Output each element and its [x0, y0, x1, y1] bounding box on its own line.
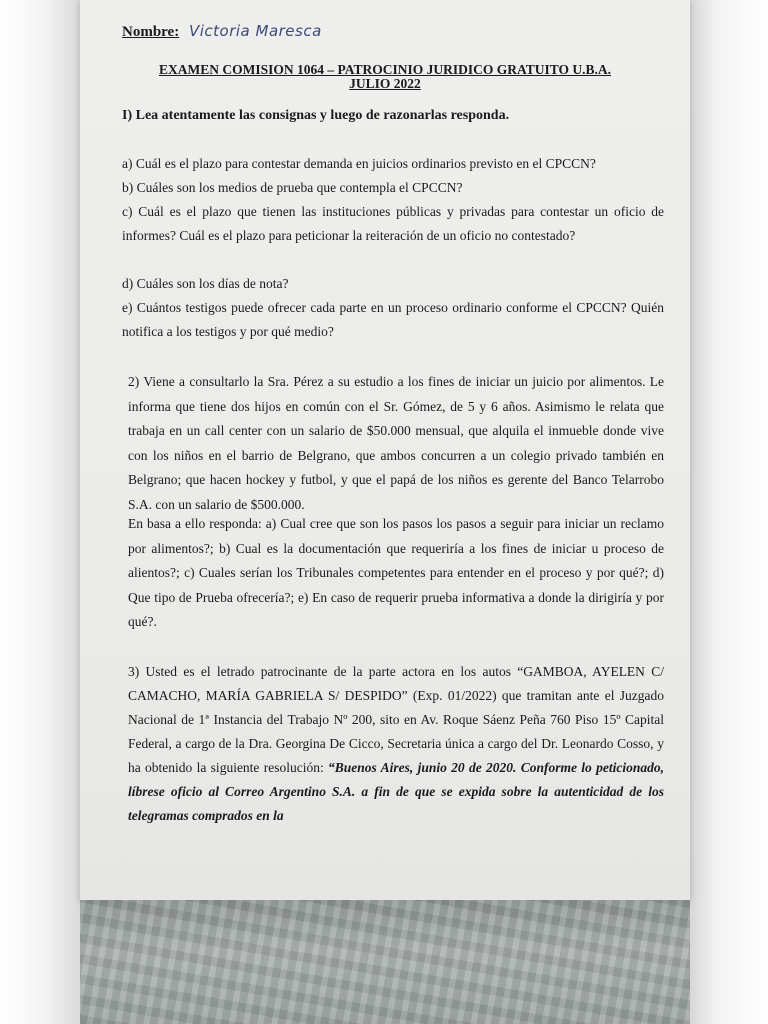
section-3-resolution: “Buenos Aires, junio 20 de 2020. Conforme lo peticionado, líbrese oficio al Correo Argentino S.A. a fin de que se expida sobre la autenticidad de los telegramas comprados en la	[128, 760, 664, 823]
background-left-edge	[0, 0, 80, 1024]
section-2-case-paragraph: 2) Viene a consultarlo la Sra. Pérez a su estudio a los fines de iniciar un juicio por alimentos. Le informa que tiene dos hijos en común con el Sr. Gómez, de 5 y 6 años. Asimismo le relata que trabaja en un call center con un salario de $50.000 mensual, que alquila el inmueble donde vive con los niños en el barrio de Belgrano, que ambos concurren a un colegio privado también en Belgrano; que hacen hockey y futbol, y que el papá de los niños es gerente del Banco Telarrobo S.A. con un salario de $500.000.	[128, 374, 664, 512]
exam-sheet	[80, 0, 690, 900]
exam-date: JULIO 2022	[349, 76, 421, 91]
background-right-edge	[690, 0, 768, 1024]
section-1-heading: I) Lea atentamente las consignas y luego de razonarlas responda.	[122, 108, 510, 123]
exam-title: EXAMEN COMISION 1064 – PATROCINIO JURIDICO GRATUITO U.B.A.	[158, 62, 612, 77]
question-1b: b) Cuáles son los medios de prueba que contempla el CPCCN?	[122, 180, 463, 195]
section-2-questions: En basa a ello responda: a) Cual cree que son los pasos los pasos a seguir para iniciar un reclamo por alimentos?; b) Cual es la documentación que requeriría a los fines de iniciar u proceso de alientos?; c) Cuales serían los Tribunales competentes para entender en el proceso y por qué?; d) Que tipo de Prueba ofrecería?; e) En caso de requerir prueba informativa a donde la dirigiría y por qué?.	[128, 516, 664, 629]
name-label: Nombre:	[122, 24, 180, 40]
name-row	[122, 22, 322, 41]
fabric-background	[80, 900, 690, 1024]
name-handwritten-value: Victoria Maresca	[188, 22, 322, 40]
section-3-intro: 3) Usted es el letrado patrocinante de la parte actora en los autos “GAMBOA, AYELEN C/ CAMACHO, MARÍA GABRIELA S/ DESPIDO” (Exp. 01/2022) que tramitan ante el Juzgado Nacional de 1ª Instancia del Trabajo Nº 200, sito en Av. Roque Sáenz Peña 760 Piso 15º Capital Federal, a cargo de la Dra. Georgina De Cicco, Secretaria única a cargo del Dr. Leonardo Cosso, y ha obtenido la siguiente resolución:	[128, 664, 664, 775]
section-3-paragraph	[128, 660, 664, 828]
question-1c: c) Cuál es el plazo que tienen las instituciones públicas y privadas para contestar un oficio de informes? Cuál es el plazo para peticionar la reiteración de un oficio no contestado?	[122, 204, 664, 243]
question-1d: d) Cuáles son los días de nota?	[122, 276, 289, 291]
question-1a: a) Cuál es el plazo para contestar demanda en juicios ordinarios previsto en el CPCCN?	[122, 156, 596, 171]
question-1e: e) Cuántos testigos puede ofrecer cada parte en un proceso ordinario conforme el CPCCN? Quién notifica a los testigos y por qué medio?	[122, 300, 664, 339]
